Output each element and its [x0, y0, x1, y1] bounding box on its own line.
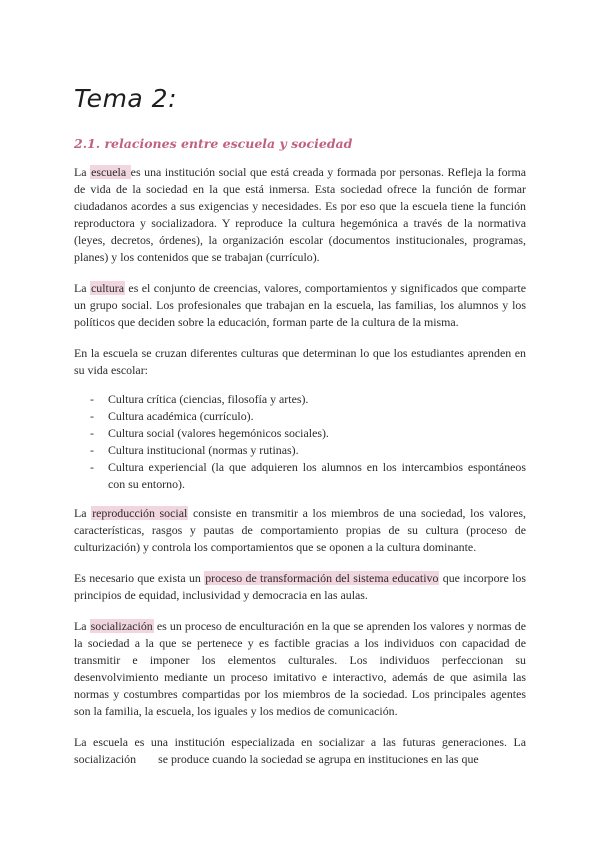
paragraph-text: es el conjunto de creencias, valores, comportamientos y significados que comparte un grupo social. Los profesionales que trabajan en la escuela, las familias, los alumnos y los políticos que deciden sobre la educación, forman parte de la cultura de la misma.	[74, 281, 526, 329]
highlight-escuela: escuela	[91, 165, 130, 179]
paragraph-escuela	[74, 164, 526, 266]
paragraph-text: La	[74, 506, 92, 520]
list-item: - Cultura social (valores hegemónicos sociales).	[90, 425, 526, 442]
paragraph-cultura	[74, 280, 526, 331]
paragraph-escuela-institucion	[74, 734, 526, 768]
paragraph-text: consiste en transmitir a los miembros de una sociedad, los valores, características, rasgos y pautas de comportamiento propias de su cultura (proceso de culturización) y controla los comportamientos que se oponen a la cultura dominante.	[74, 506, 526, 554]
page-title: Tema 2:	[74, 84, 178, 113]
paragraph-text: es un proceso de enculturación en la que se aprenden los valores y normas de la sociedad a la que se pertenece y es factible gracias a los individuos con capacidad de transmitir e imponer los elementos culturales. Los individuos perfeccionan su desenvolvimiento mediante un proceso imitativo e interactivo, además de que asimila las normas y costumbres compartidas por los miembros de la sociedad. Los principales agentes son la familia, la escuela, los iguales y los medios de comunicación.	[74, 619, 526, 718]
section-subtitle: 2.1. relaciones entre escuela y sociedad	[74, 136, 353, 151]
paragraph-text: La	[74, 281, 90, 295]
paragraph-text: La	[74, 165, 91, 179]
paragraph-text: La	[74, 619, 90, 633]
paragraph-reproduccion	[74, 505, 526, 556]
paragraph-text: que incorpore los principios de equidad, inclusividad y democracia en las aulas.	[74, 571, 526, 602]
list-item: - Cultura académica (currículo).	[90, 408, 526, 425]
highlight-socializacion: socialización	[90, 619, 153, 633]
highlight-reproduccion-social: reproducción social	[92, 506, 188, 520]
paragraph-text: es una institución social que está creada y formada por personas. Refleja la forma de vida de la sociedad en la que está inmersa. Esta sociedad ofrece la función de formar ciudadanos acordes a sus exigencias y necesidades. Es por eso que la escuela tiene la función reproductora y socializadora. Y reproduce la cultura hegemónica a través de la normativa (leyes, decretos, órdenes), la organización escolar (documentos institucionales, programas, planes) y los contenidos que se trabajan (currículo).	[74, 165, 526, 264]
list-item: - Cultura institucional (normas y rutinas).	[90, 442, 526, 459]
paragraph-text: La escuela es una institución especializada en socializar a las futuras generaciones. La socialización	[74, 735, 526, 766]
document-body	[74, 164, 526, 782]
cultures-list	[74, 391, 526, 493]
highlight-cultura: cultura	[90, 281, 124, 295]
paragraph-text: Es necesario que exista un	[74, 571, 205, 585]
list-item: - Cultura experiencial (la que adquieren los alumnos en los intercambios espontáneos con su entorno).	[90, 459, 526, 493]
list-item: - Cultura crítica (ciencias, filosofía y artes).	[90, 391, 526, 408]
paragraph-intro-culturas: En la escuela se cruzan diferentes culturas que determinan lo que los estudiantes aprenden en su vida escolar:	[74, 346, 526, 377]
highlight-proceso-transformacion: proceso de transformación del sistema educativo	[205, 571, 439, 585]
paragraph-text: se produce cuando la sociedad se agrupa en instituciones en las que	[158, 752, 479, 766]
paragraph-transformacion	[74, 570, 526, 604]
paragraph-socializacion	[74, 618, 526, 720]
